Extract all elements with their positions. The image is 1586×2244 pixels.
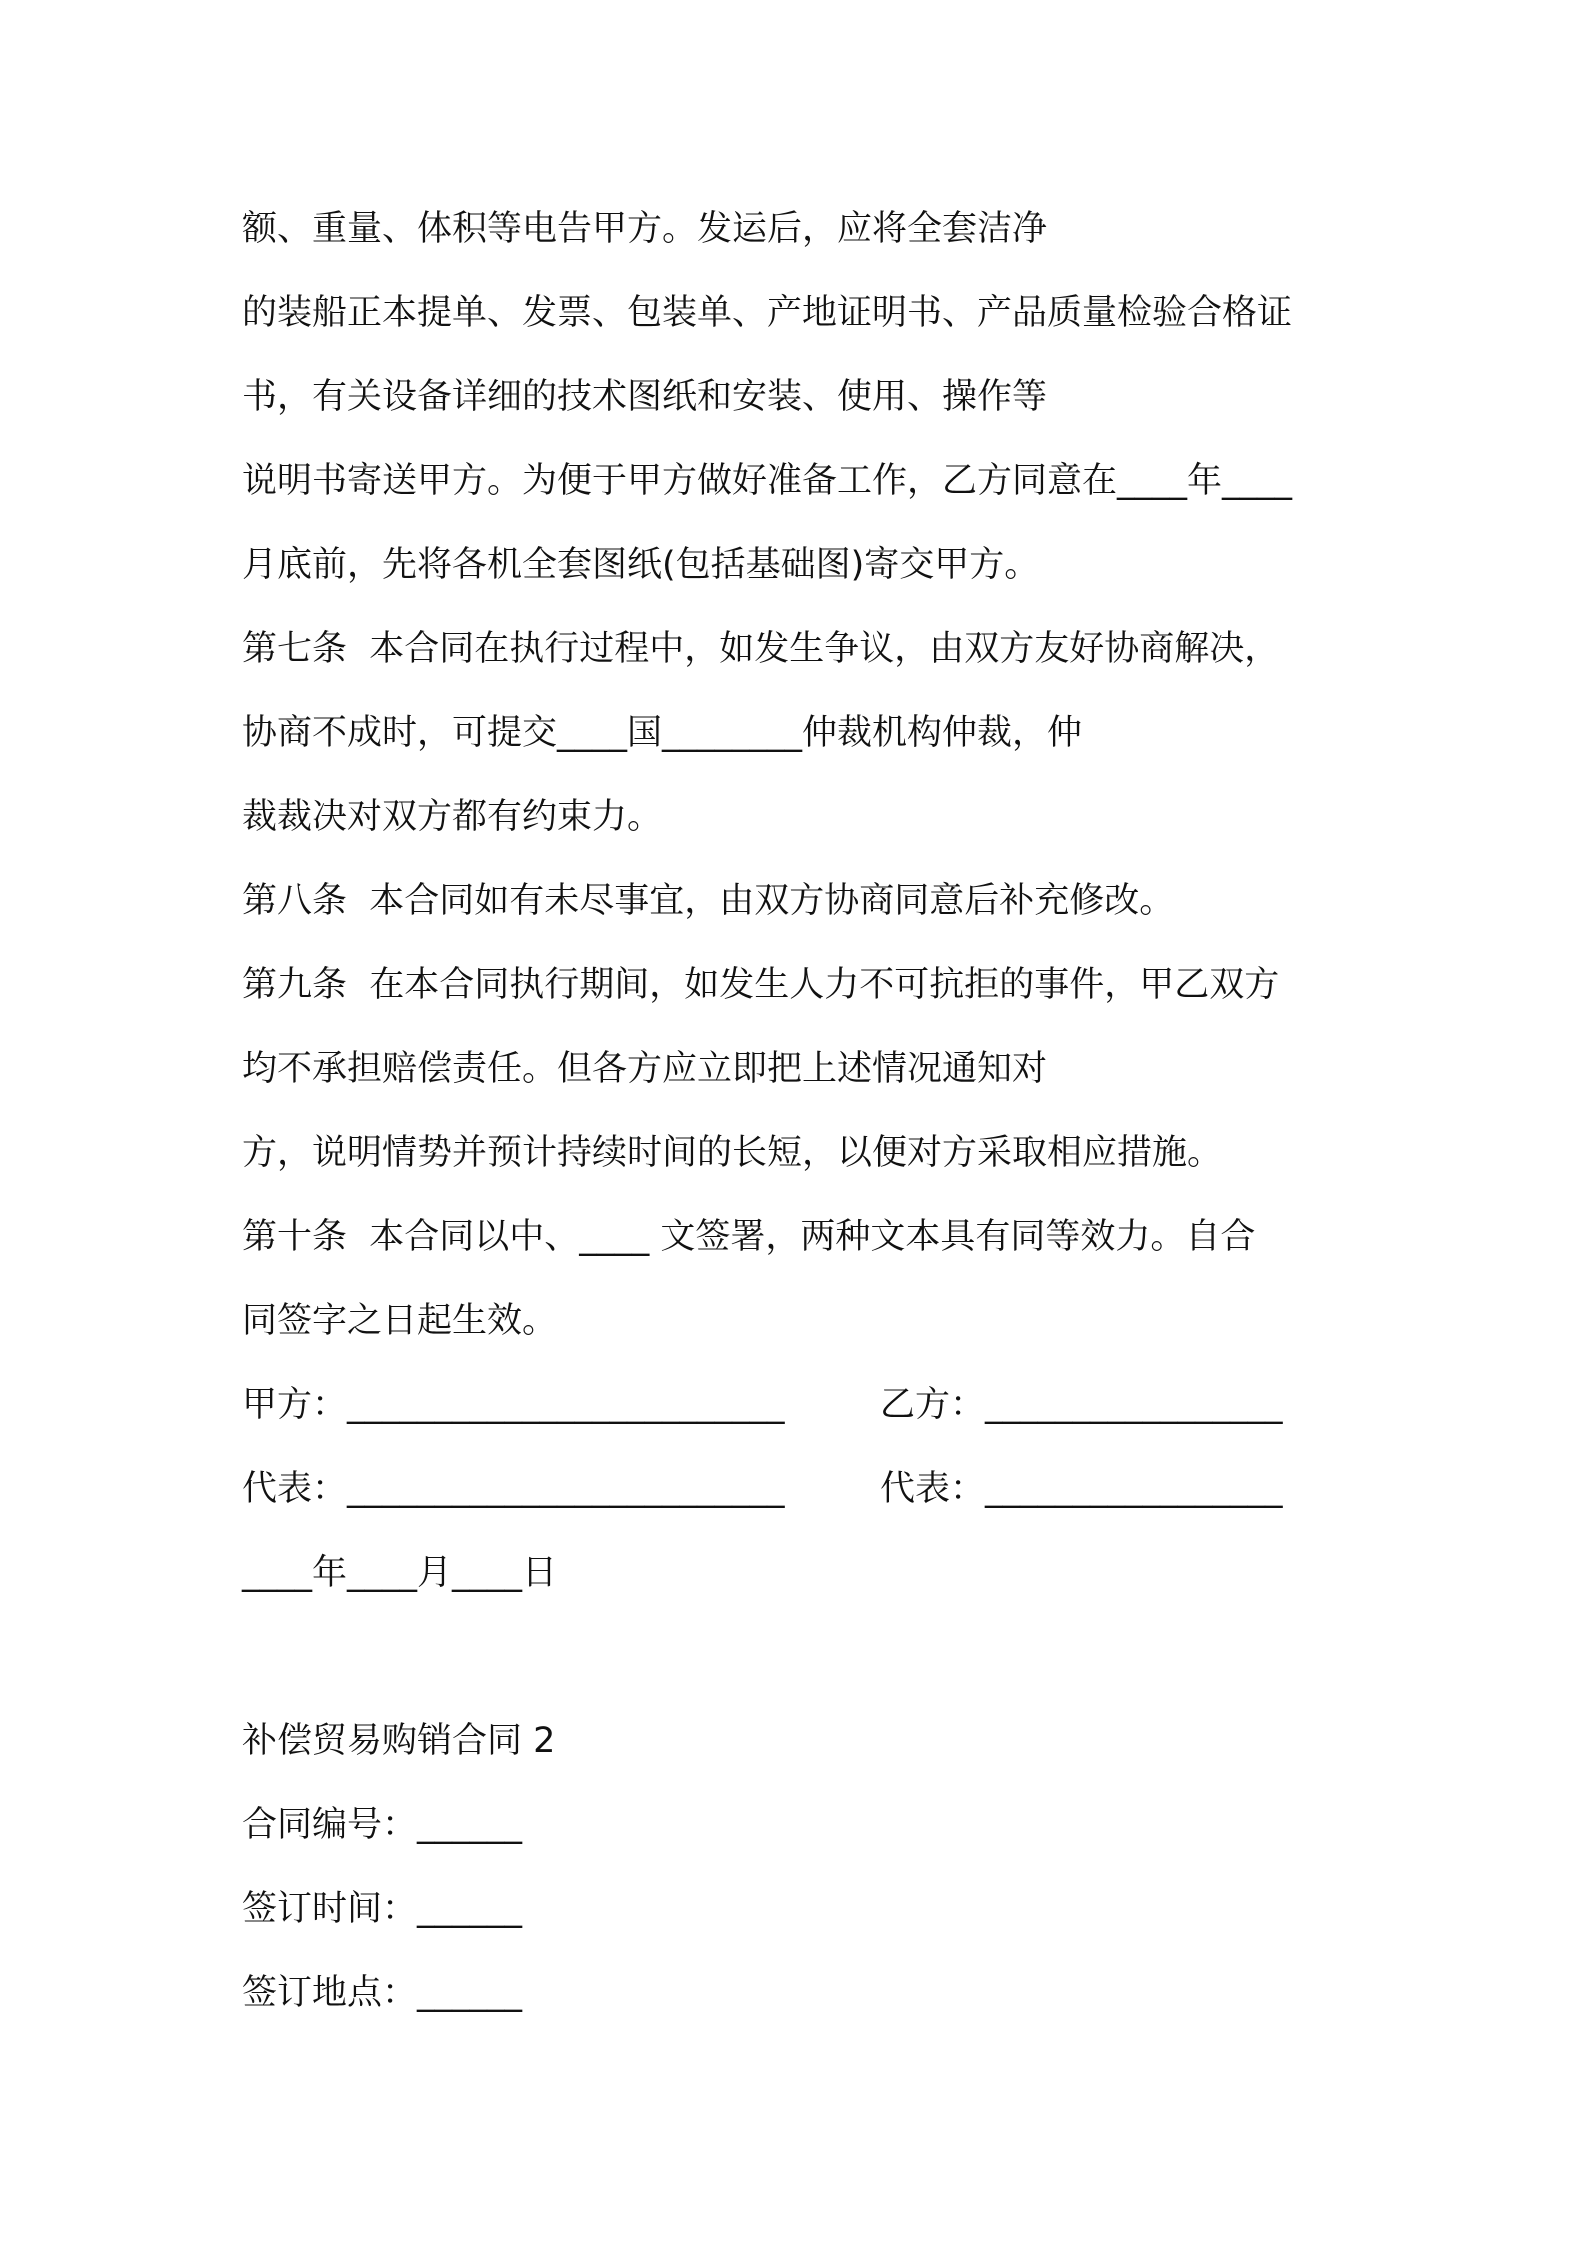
body-line: 方，说明情势并预计持续时间的长短，以便对方采取相应措施。 bbox=[242, 1133, 1223, 1173]
article-9: 第九条 在本合同执行期间，如发生人力不可抗拒的事件，甲乙双方 bbox=[242, 965, 1280, 1005]
body-line: 说明书寄送甲方。为便于甲方做好准备工作，乙方同意在____年____ bbox=[242, 461, 1293, 501]
article-10: 第十条 本合同以中、____ 文签署，两种文本具有同等效力。自合 bbox=[242, 1217, 1256, 1257]
article-7: 第七条 本合同在执行过程中，如发生争议，由双方友好协商解决， bbox=[242, 629, 1280, 669]
body-line: 额、重量、体积等电告甲方。发运后，应将全套洁净 bbox=[242, 209, 1048, 249]
representative-a-field: 代表：_________________________ bbox=[242, 1469, 785, 1509]
body-line: 协商不成时，可提交____国________仲裁机构仲裁，仲 bbox=[242, 713, 1083, 753]
body-line: 月底前，先将各机全套图纸(包括基础图)寄交甲方。 bbox=[242, 545, 1040, 585]
body-line: 的装船正本提单、发票、包装单、产地证明书、产品质量检验合格证 bbox=[242, 293, 1293, 333]
second-contract-title: 补偿贸易购销合同 2 bbox=[242, 1721, 556, 1761]
party-a-field: 甲方：_________________________ bbox=[242, 1385, 785, 1425]
body-line: 同签字之日起生效。 bbox=[242, 1301, 558, 1341]
article-8: 第八条 本合同如有未尽事宜，由双方协商同意后补充修改。 bbox=[242, 881, 1175, 921]
body-line: 裁裁决对双方都有约束力。 bbox=[242, 797, 663, 837]
body-line: 均不承担赔偿责任。但各方应立即把上述情况通知对 bbox=[242, 1049, 1048, 1089]
sign-time-field: 签订时间：______ bbox=[242, 1889, 523, 1929]
date-field: ____年____月____日 bbox=[242, 1553, 558, 1593]
party-b-field: 乙方：_________________ bbox=[880, 1385, 1283, 1425]
sign-place-field: 签订地点：______ bbox=[242, 1973, 523, 2013]
body-line: 书，有关设备详细的技术图纸和安装、使用、操作等 bbox=[242, 377, 1048, 417]
representative-b-field: 代表：_________________ bbox=[880, 1469, 1283, 1509]
contract-number-field: 合同编号：______ bbox=[242, 1805, 523, 1845]
